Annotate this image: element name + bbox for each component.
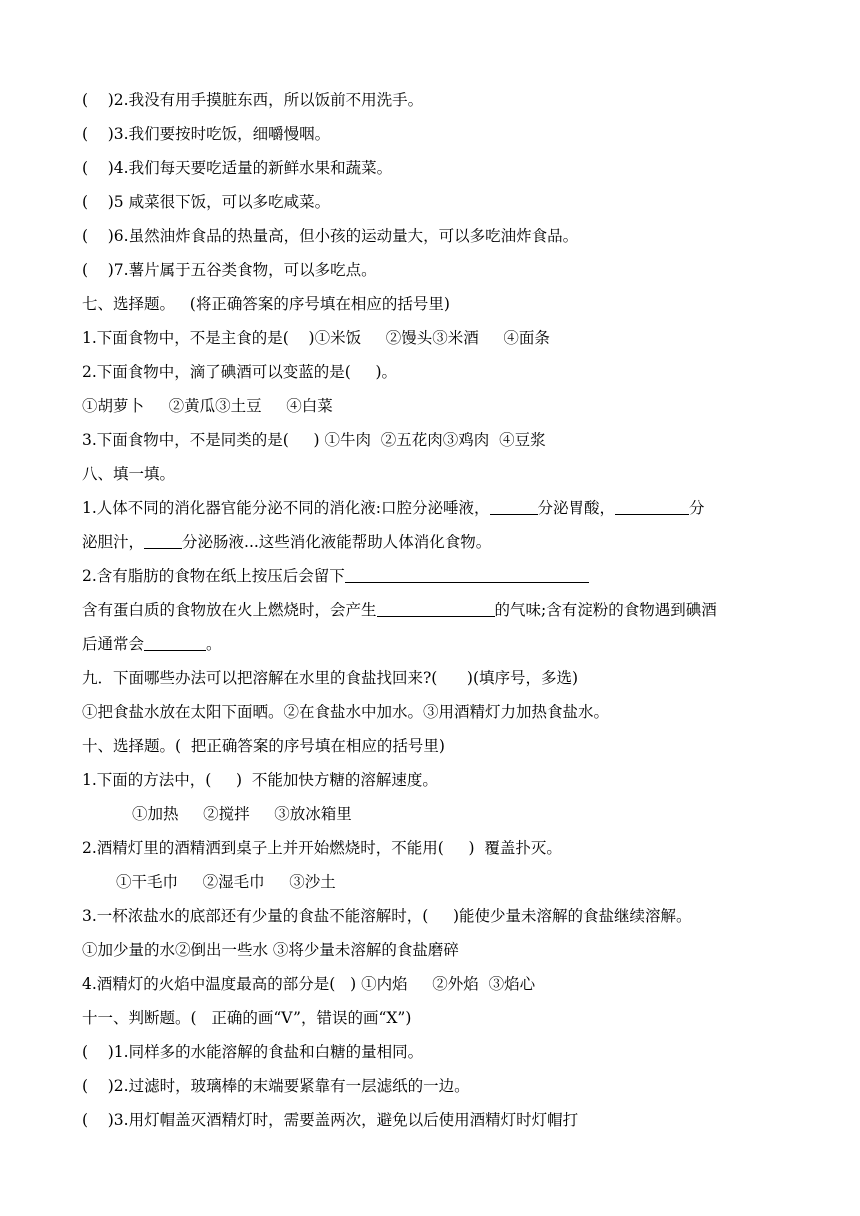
- fill-blank[interactable]: [345, 566, 589, 583]
- judge-item-3: ( )3.我们要按时吃饭，细嚼慢咽。: [82, 125, 331, 143]
- judge-item-7: ( )7.薯片属于五谷类食物，可以多吃点。: [82, 261, 377, 279]
- section-8-heading: 八、填一填。: [82, 465, 176, 483]
- fill-blank[interactable]: [377, 600, 495, 617]
- choice-q3: 3.下面食物中，不是同类的是( ) ①牛肉 ②五花肉③鸡肉 ④豆浆: [82, 431, 546, 449]
- judge11-item-2: ( )2.过滤时，玻璃棒的末端要紧靠有一层滤纸的一边。: [82, 1077, 470, 1095]
- judge-item-2: ( )2.我没有用手摸脏东西，所以饭前不用洗手。: [82, 91, 424, 109]
- fill-q1-line2: 泌胆汁， 分泌肠液...这些消化液能帮助人体消化食物。: [82, 533, 492, 551]
- judge-item-6: ( )6.虽然油炸食品的热量高，但小孩的运动量大，可以多吃油炸食品。: [82, 227, 579, 245]
- choice-q2-options: ①胡萝卜 ②黄瓜③土豆 ④白菜: [82, 397, 333, 415]
- section-9-question: 九．下面哪些办法可以把溶解在水里的食盐找回来?( )(填序号，多选): [82, 669, 579, 687]
- fill-q1-line1: 1.人体不同的消化器官能分泌不同的消化液:口腔分泌唾液， 分泌胃酸， 分: [82, 499, 705, 517]
- fill-q2-line3: 后通常会 。: [82, 635, 222, 653]
- judge-item-4: ( )4.我们每天要吃适量的新鲜水果和蔬菜。: [82, 159, 393, 177]
- fill-q2-line2: 含有蛋白质的食物放在火上燃烧时，会产生 的气味;含有淀粉的食物遇到碘酒: [82, 601, 717, 619]
- judge11-item-1: ( )1.同样多的水能溶解的食盐和白糖的量相同。: [82, 1043, 424, 1061]
- choice10-q2: 2.酒精灯里的酒精洒到桌子上并开始燃烧时，不能用( ) 覆盖扑灭。: [82, 839, 562, 857]
- section-11-heading: 十一、判断题。( 正确的画“V”，错误的画“X”): [82, 1009, 412, 1027]
- choice10-q3-options: ①加少量的水②倒出一些水 ③将少量未溶解的食盐磨碎: [82, 941, 459, 959]
- choice10-q1: 1.下面的方法中，( ) 不能加快方糖的溶解速度。: [82, 771, 438, 789]
- fill-blank[interactable]: [144, 634, 206, 651]
- section-9-options: ①把食盐水放在太阳下面晒。②在食盐水中加水。③用酒精灯力加热食盐水。: [82, 703, 610, 721]
- fill-blank[interactable]: [615, 498, 689, 515]
- choice10-q1-options: ①加热 ②搅拌 ③放冰箱里: [132, 805, 352, 823]
- choice10-q3: 3.一杯浓盐水的底部还有少量的食盐不能溶解时，( )能使少量未溶解的食盐继续溶解。: [82, 907, 692, 925]
- section-7-heading: 七、选择题。 (将正确答案的序号填在相应的括号里): [82, 295, 450, 313]
- fill-blank[interactable]: [144, 532, 182, 549]
- section-10-heading: 十、选择题。( 把正确答案的序号填在相应的括号里): [82, 737, 445, 755]
- choice10-q4: 4.酒精灯的火焰中温度最高的部分是( ) ①内焰 ②外焰 ③焰心: [82, 975, 536, 993]
- choice-q2: 2.下面食物中，滴了碘酒可以变蓝的是( )。: [82, 363, 398, 381]
- choice-q1: 1.下面食物中，不是主食的是( )①米饭 ②馒头③米酒 ④面条: [82, 329, 550, 347]
- fill-blank[interactable]: [490, 498, 538, 515]
- judge11-item-3: ( )3.用灯帽盖灭酒精灯时，需要盖两次，避免以后使用酒精灯时灯帽打: [82, 1111, 579, 1129]
- fill-q2-line1: 2.含有脂肪的食物在纸上按压后会留下: [82, 565, 589, 587]
- judge-item-5: ( )5 咸菜很下饭，可以多吃咸菜。: [82, 193, 331, 211]
- choice10-q2-options: ①干毛巾 ②湿毛巾 ③沙土: [116, 873, 336, 891]
